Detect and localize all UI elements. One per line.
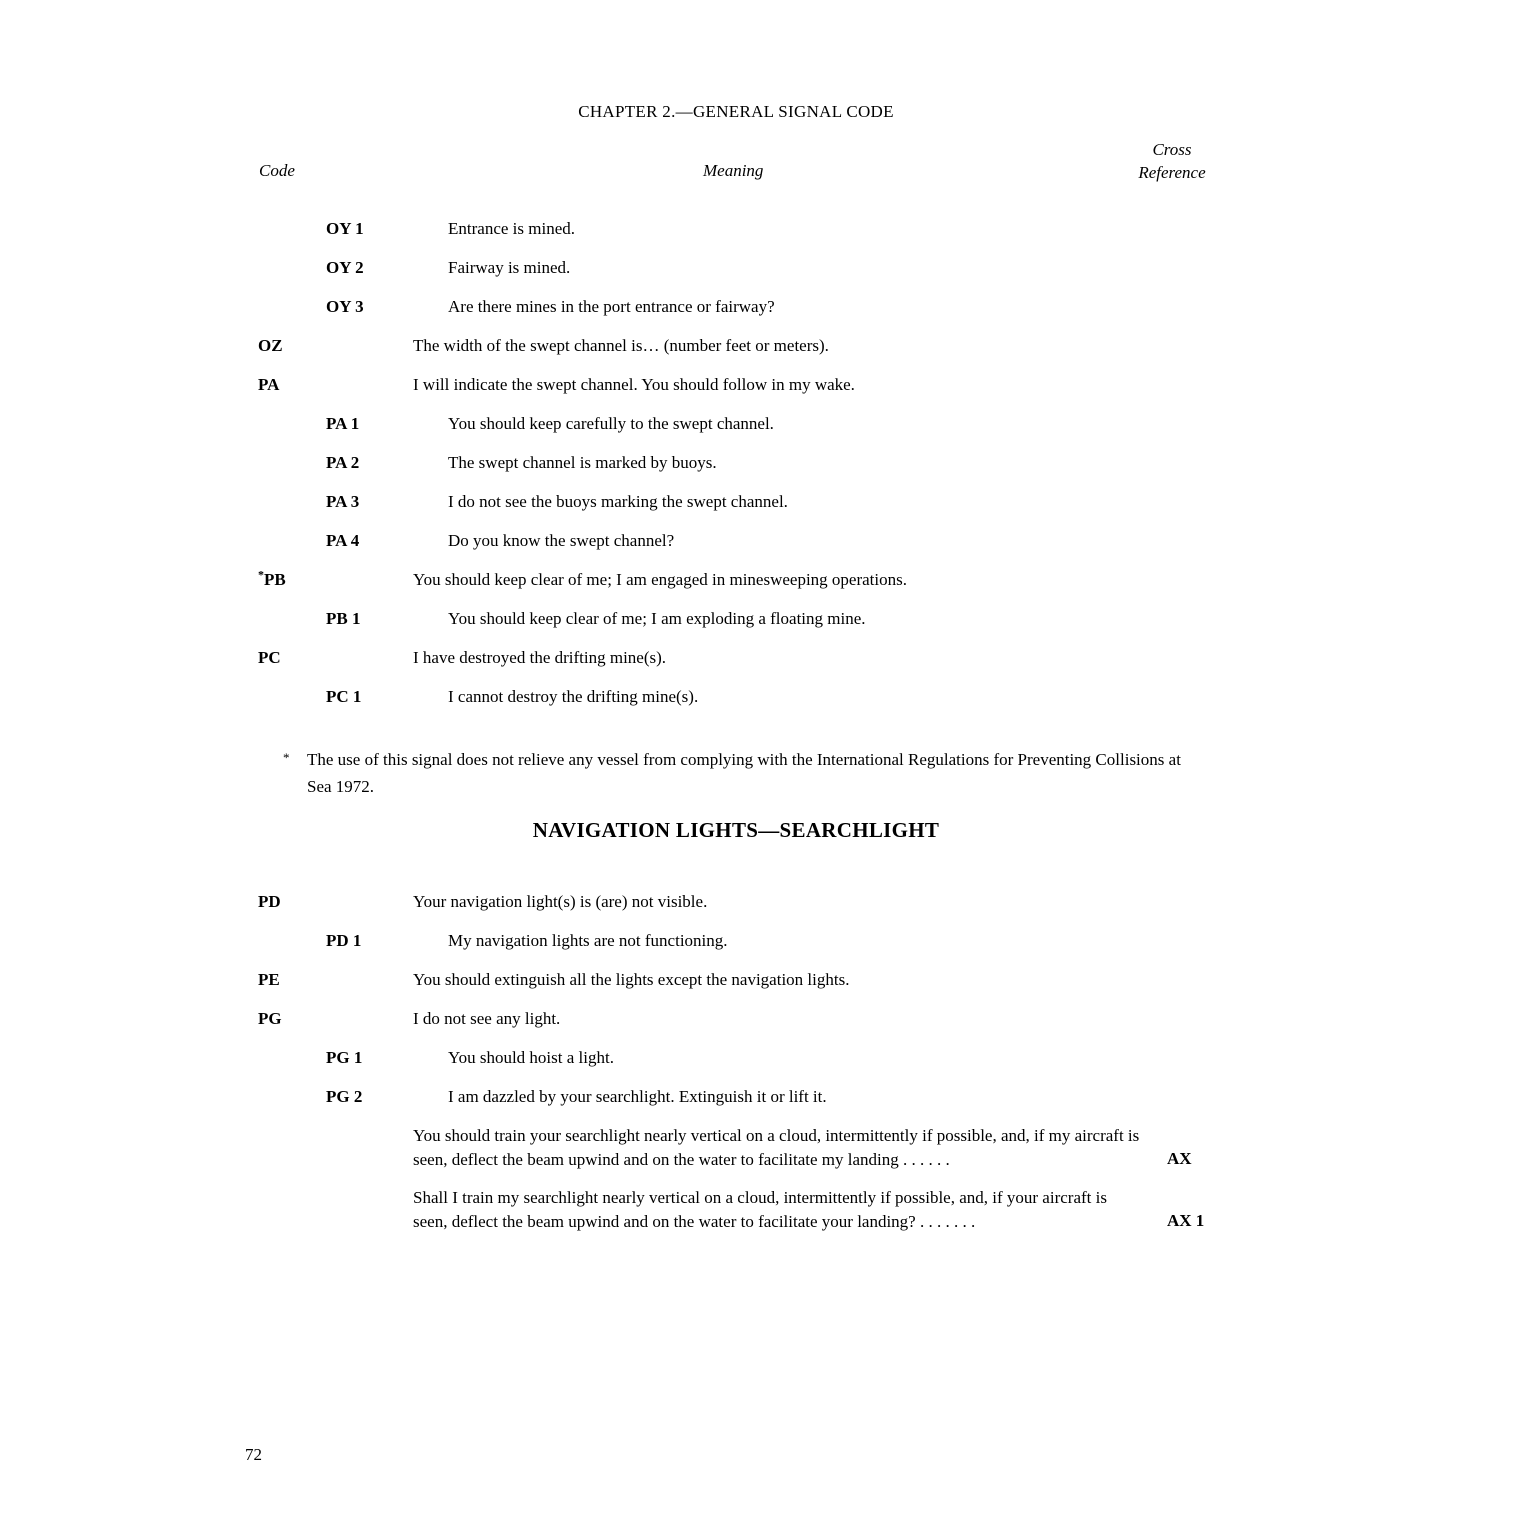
signal-row — [0, 568, 1540, 591]
signal-code-text: PG 1 — [326, 1048, 363, 1067]
signal-meaning: The swept channel is marked by buoys. — [448, 453, 717, 472]
signal-code-text: PA 4 — [326, 531, 360, 550]
signal-row — [0, 256, 1540, 279]
signal-code-text: PC — [258, 648, 281, 667]
signal-code — [326, 1046, 362, 1069]
signal-row — [0, 646, 1540, 669]
signal-row — [0, 607, 1540, 630]
footnote-text: The use of this signal does not relieve any vessel from complying with the International Regulations for Preventing Collisions at Sea 1972. — [307, 750, 1181, 796]
signal-code-text: PD — [258, 892, 281, 911]
signal-code — [326, 490, 359, 513]
signal-meaning: Shall I train my searchlight nearly vertical on a cloud, intermittently if possible, and, if your aircraft is seen, deflect the beam upwind and on the water to facilitate your landing? . . . . . . . — [413, 1188, 1107, 1231]
signal-code-text: OY 3 — [326, 297, 364, 316]
signal-meaning: Are there mines in the port entrance or fairway? — [448, 297, 775, 316]
signal-row — [0, 929, 1540, 952]
signal-meaning: You should keep clear of me; I am exploding a floating mine. — [448, 609, 866, 628]
chapter-title: CHAPTER 2.—GENERAL SIGNAL CODE — [578, 102, 894, 121]
signal-row — [0, 451, 1540, 474]
signal-meaning: You should train your searchlight nearly vertical on a cloud, intermittently if possible, and, if my aircraft is seen, deflect the beam upwind and on the water to facilitate my landing . . . . . . — [413, 1126, 1140, 1169]
signal-code-text: PE — [258, 970, 280, 989]
cross-header-line1: Cross — [1152, 140, 1192, 159]
signal-code-text: PB — [264, 570, 286, 589]
column-header-code: Code — [259, 161, 295, 180]
cross-reference-code: AX 1 — [1167, 1211, 1205, 1230]
signal-row — [0, 968, 1540, 991]
signal-code — [258, 968, 280, 991]
signal-meaning: I am dazzled by your searchlight. Extinguish it or lift it. — [448, 1087, 827, 1106]
signal-code-text: OY 1 — [326, 219, 364, 238]
signal-meaning: I do not see any light. — [413, 1009, 561, 1028]
signal-meaning: Your navigation light(s) is (are) not visible. — [413, 892, 708, 911]
signal-code — [326, 1085, 362, 1108]
signal-code — [258, 1007, 282, 1030]
signal-code — [326, 529, 359, 552]
signal-code — [326, 256, 364, 279]
signal-code-text: PG — [258, 1009, 282, 1028]
footnote-marker: * — [283, 750, 290, 765]
footnote-star-marker: * — [258, 567, 264, 582]
signal-meaning: You should hoist a light. — [448, 1048, 614, 1067]
signal-meaning: You should keep clear of me; I am engaged in minesweeping operations. — [413, 570, 907, 589]
signal-meaning: My navigation lights are not functioning. — [448, 931, 728, 950]
cross-reference-code: AX — [1167, 1149, 1192, 1168]
signal-code — [258, 373, 279, 396]
signal-row — [0, 412, 1540, 435]
signal-code-text: PB 1 — [326, 609, 361, 628]
signal-code — [258, 890, 281, 913]
signal-meaning: I will indicate the swept channel. You should follow in my wake. — [413, 375, 855, 394]
signal-code — [326, 685, 361, 708]
signal-meaning: Entrance is mined. — [448, 219, 575, 238]
cross-reference-row — [0, 1186, 1540, 1234]
signal-meaning: Fairway is mined. — [448, 258, 571, 277]
signal-code — [258, 646, 281, 669]
signal-code — [326, 929, 361, 952]
cross-reference-rows — [0, 1124, 1540, 1248]
signal-code-text: PA 2 — [326, 453, 360, 472]
signal-code — [258, 334, 283, 357]
signal-row — [0, 1007, 1540, 1030]
signal-row — [0, 1046, 1540, 1069]
signal-meaning: You should keep carefully to the swept channel. — [448, 414, 774, 433]
section-heading: NAVIGATION LIGHTS—SEARCHLIGHT — [532, 818, 940, 842]
signal-code — [326, 412, 359, 435]
cross-header-line2: Reference — [1138, 163, 1206, 182]
signal-code-text: OY 2 — [326, 258, 364, 277]
signal-code — [258, 568, 286, 591]
signal-code — [326, 451, 359, 474]
signal-code-text: PC 1 — [326, 687, 362, 706]
signal-row — [0, 490, 1540, 513]
signal-row — [0, 373, 1540, 396]
signal-row — [0, 529, 1540, 552]
signal-meaning: You should extinguish all the lights except the navigation lights. — [413, 970, 850, 989]
signal-row — [0, 685, 1540, 708]
signal-row — [0, 890, 1540, 913]
signal-meaning: The width of the swept channel is… (number feet or meters). — [413, 336, 829, 355]
column-header-meaning: Meaning — [703, 161, 764, 180]
signal-code-text: OZ — [258, 336, 283, 355]
footnote — [283, 746, 1195, 800]
signal-rows-section-1 — [0, 217, 1540, 724]
signal-row — [0, 295, 1540, 318]
signal-row — [0, 1085, 1540, 1108]
signal-rows-section-2 — [0, 890, 1540, 1124]
signal-meaning: I do not see the buoys marking the swept channel. — [448, 492, 788, 511]
signal-code-text: PD 1 — [326, 931, 362, 950]
cross-reference-row — [0, 1124, 1540, 1172]
signal-meaning: I cannot destroy the drifting mine(s). — [448, 687, 699, 706]
signal-code — [326, 607, 360, 630]
signal-code-text: PA 1 — [326, 414, 360, 433]
signal-code-text: PG 2 — [326, 1087, 363, 1106]
page-number: 72 — [245, 1445, 262, 1464]
signal-row — [0, 217, 1540, 240]
signal-meaning: I have destroyed the drifting mine(s). — [413, 648, 667, 667]
signal-code — [326, 217, 364, 240]
signal-code-text: PA 3 — [326, 492, 360, 511]
column-header-cross-reference — [1107, 138, 1237, 184]
signal-meaning: Do you know the swept channel? — [448, 531, 675, 550]
signal-code — [326, 295, 364, 318]
signal-row — [0, 334, 1540, 357]
signal-code-text: PA — [258, 375, 280, 394]
